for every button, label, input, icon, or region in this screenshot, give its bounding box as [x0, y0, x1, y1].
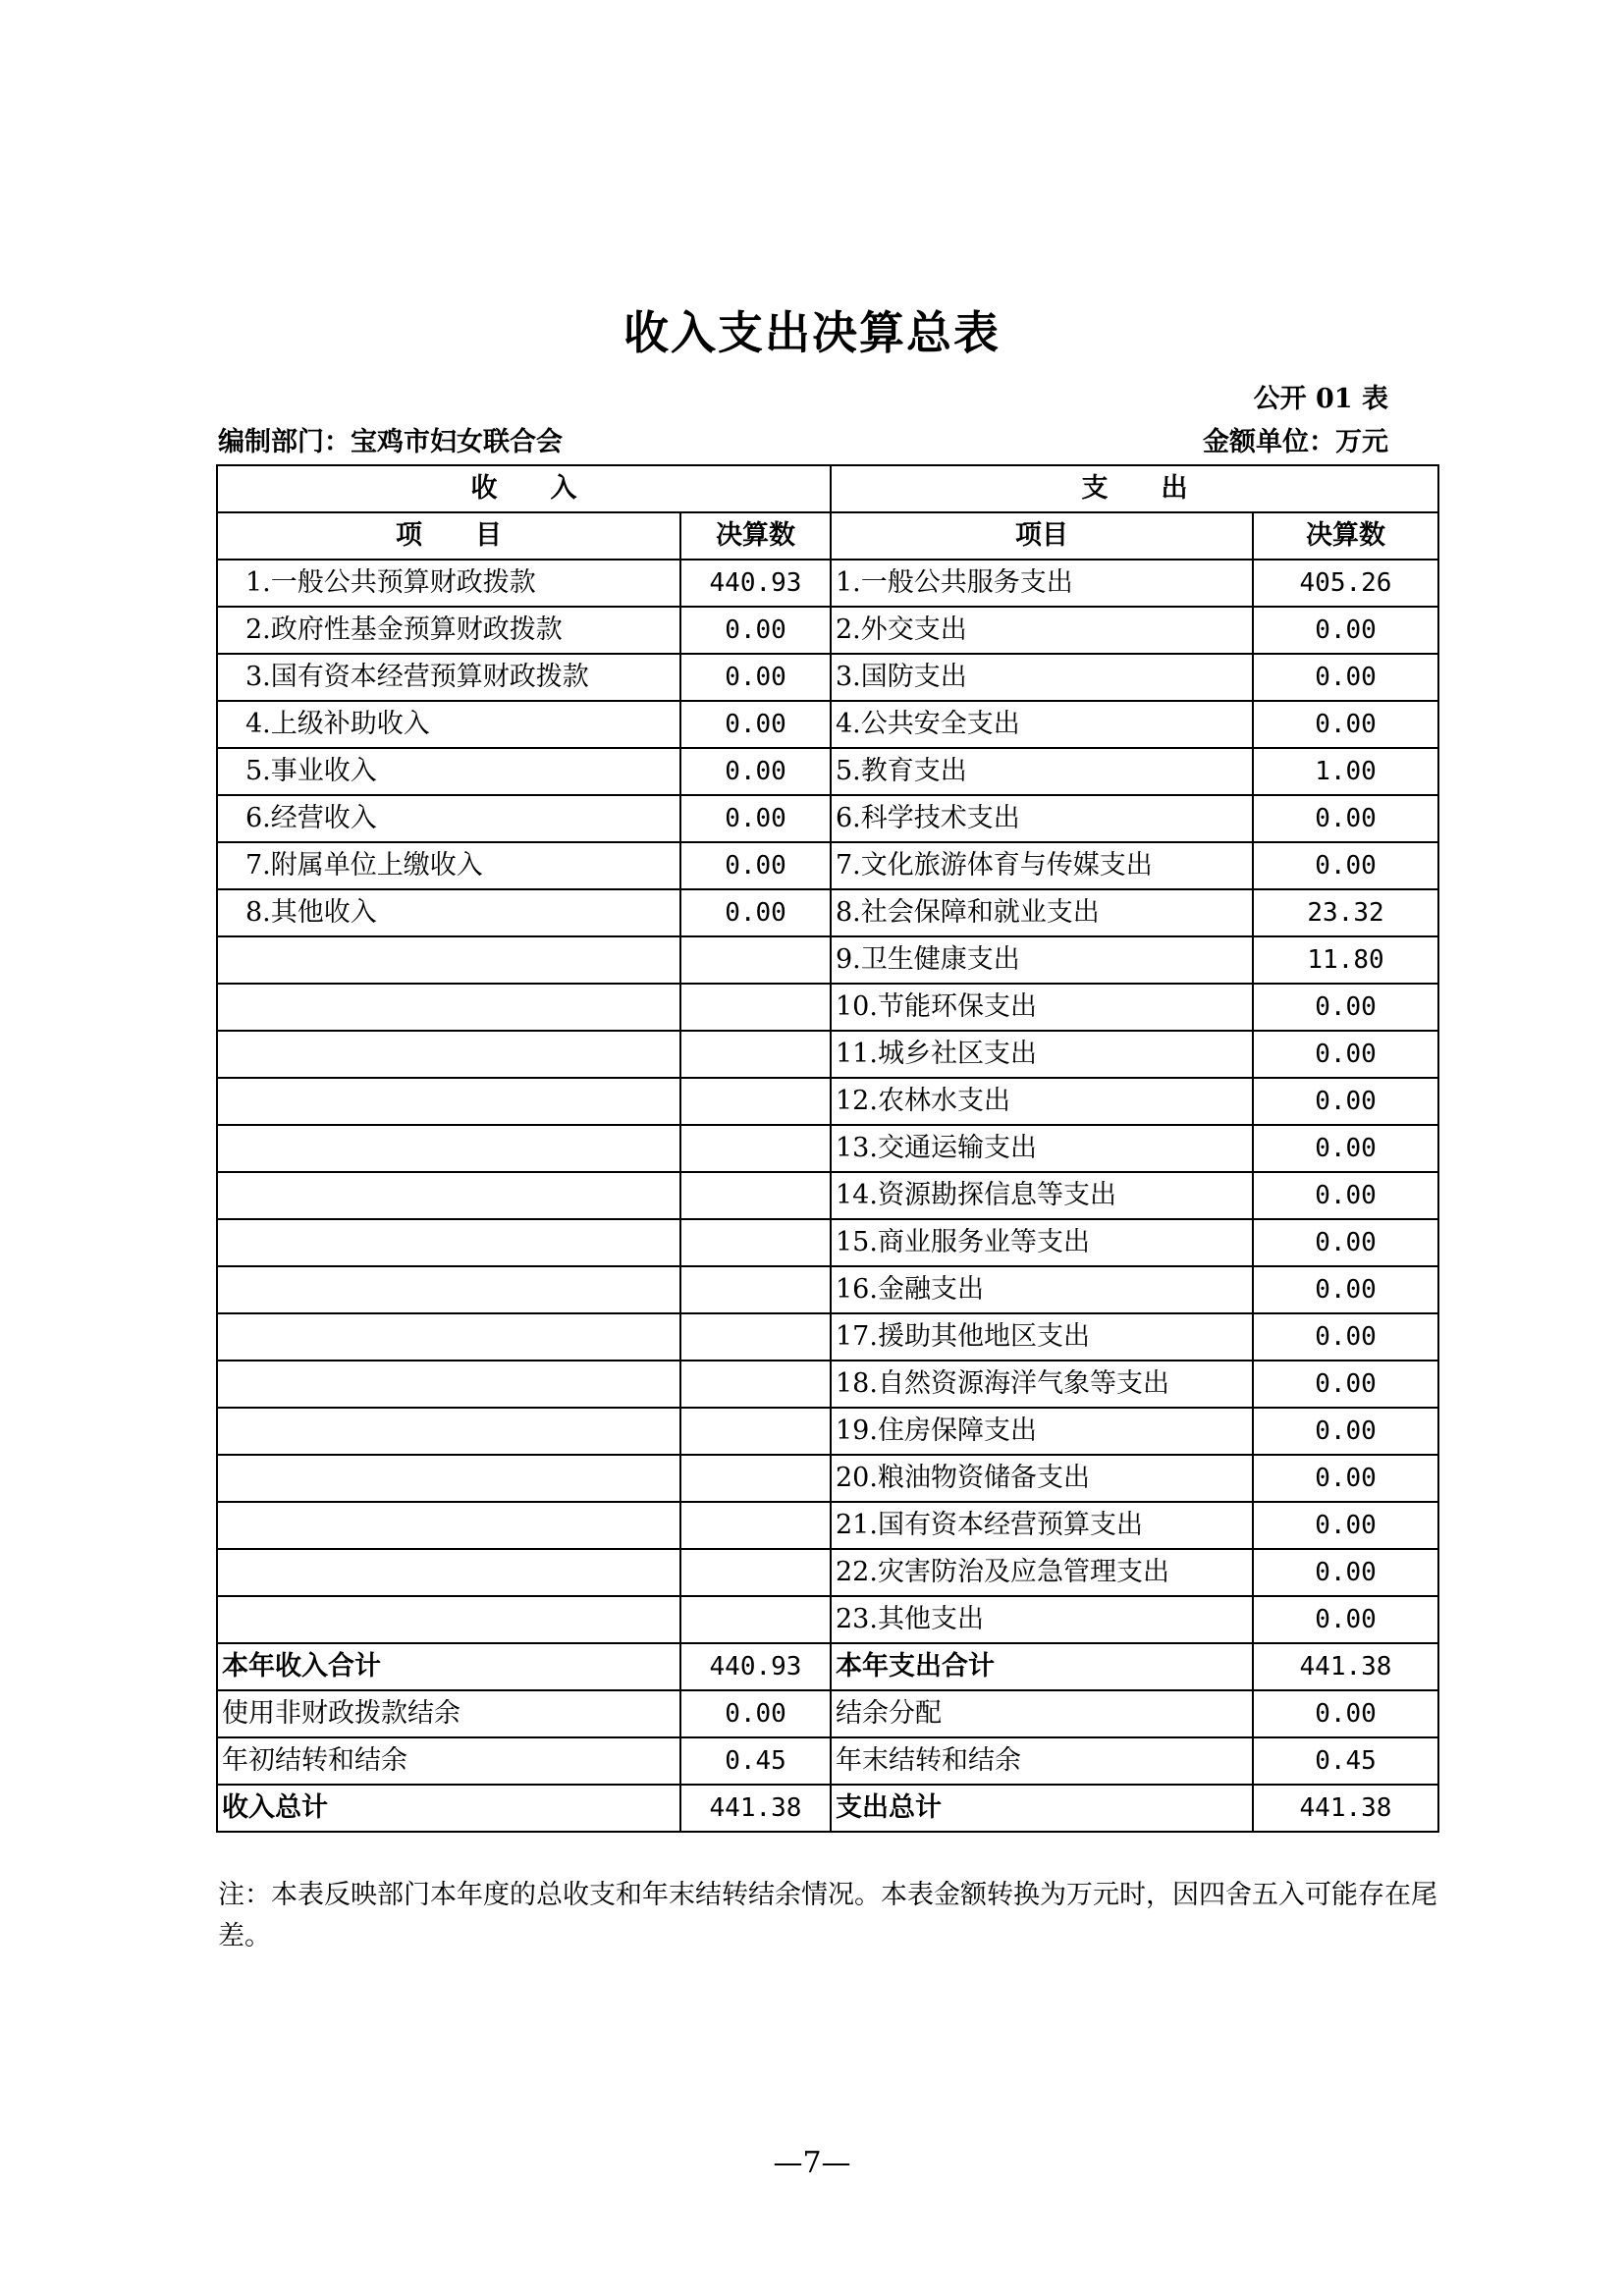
income-amount-cell: 0.00 [680, 701, 831, 748]
total-row [217, 1737, 1438, 1785]
income-item-cell [217, 1455, 680, 1502]
table-row [217, 1549, 1438, 1596]
income-amount-cell [680, 1172, 831, 1219]
table-row [217, 1266, 1438, 1313]
income-amount-cell: 0.00 [680, 607, 831, 654]
income-total-amount: 440.93 [680, 1643, 831, 1690]
table-row [217, 842, 1438, 889]
income-amount-cell: 0.00 [680, 795, 831, 842]
expense-amount-cell: 1.00 [1253, 748, 1438, 795]
compiling-department: 编制部门：宝鸡市妇女联合会 [218, 427, 563, 457]
income-amount-cell [680, 1361, 831, 1408]
expense-amount-cell: 0.00 [1253, 984, 1438, 1031]
income-total-amount: 0.45 [680, 1737, 831, 1785]
income-amount-cell [680, 936, 831, 984]
expense-item-cell: 8.社会保障和就业支出 [831, 889, 1253, 936]
expense-item-cell: 11.城乡社区支出 [831, 1031, 1253, 1078]
income-item-cell: 4.上级补助收入 [217, 701, 680, 748]
income-item-cell [217, 1219, 680, 1266]
income-item-cell [217, 984, 680, 1031]
expense-section-header: 支 出 [831, 465, 1438, 512]
col-header-income-amount: 决算数 [680, 512, 831, 560]
income-item-cell [217, 1408, 680, 1455]
expense-item-cell: 23.其他支出 [831, 1596, 1253, 1643]
table-row [217, 654, 1438, 701]
table-row [217, 1502, 1438, 1549]
expense-item-cell: 6.科学技术支出 [831, 795, 1253, 842]
expense-amount-cell: 0.00 [1253, 842, 1438, 889]
expense-item-cell: 9.卫生健康支出 [831, 936, 1253, 984]
expense-amount-cell: 0.00 [1253, 1172, 1438, 1219]
income-amount-cell: 440.93 [680, 560, 831, 607]
income-amount-cell: 0.00 [680, 842, 831, 889]
expense-amount-cell: 0.00 [1253, 1078, 1438, 1125]
expense-total-label: 结余分配 [831, 1690, 1253, 1737]
expense-item-cell: 12.农林水支出 [831, 1078, 1253, 1125]
expense-item-cell: 7.文化旅游体育与传媒支出 [831, 842, 1253, 889]
income-item-cell [217, 1031, 680, 1078]
expense-amount-cell: 0.00 [1253, 654, 1438, 701]
income-item-cell [217, 1125, 680, 1172]
col-header-expense-amount: 决算数 [1253, 512, 1438, 560]
income-total-label: 本年收入合计 [217, 1643, 680, 1690]
income-item-cell [217, 936, 680, 984]
income-amount-cell [680, 1031, 831, 1078]
income-item-cell: 3.国有资本经营预算财政拨款 [217, 654, 680, 701]
table-row [217, 607, 1438, 654]
table-row [217, 560, 1438, 607]
expense-total-amount: 0.00 [1253, 1690, 1438, 1737]
column-header-row [217, 512, 1438, 560]
table-row [217, 984, 1438, 1031]
income-total-label: 年初结转和结余 [217, 1737, 680, 1785]
income-amount-cell [680, 1549, 831, 1596]
income-total-label: 收入总计 [217, 1785, 680, 1832]
table-row [217, 1596, 1438, 1643]
expense-item-cell: 5.教育支出 [831, 748, 1253, 795]
income-total-amount: 0.00 [680, 1690, 831, 1737]
income-item-cell [217, 1549, 680, 1596]
income-total-amount: 441.38 [680, 1785, 831, 1832]
table-row [217, 1455, 1438, 1502]
income-item-cell: 5.事业收入 [217, 748, 680, 795]
expense-amount-cell: 0.00 [1253, 1361, 1438, 1408]
expense-amount-cell: 0.00 [1253, 1313, 1438, 1361]
expense-total-amount: 0.45 [1253, 1737, 1438, 1785]
income-item-cell [217, 1078, 680, 1125]
expense-amount-cell: 0.00 [1253, 1219, 1438, 1266]
page-number: —7— [773, 2146, 851, 2180]
income-item-cell [217, 1596, 680, 1643]
income-amount-cell [680, 1266, 831, 1313]
table-row [217, 1031, 1438, 1078]
income-amount-cell [680, 1313, 831, 1361]
income-item-cell: 2.政府性基金预算财政拨款 [217, 607, 680, 654]
income-expense-table [216, 464, 1439, 1833]
expense-item-cell: 17.援助其他地区支出 [831, 1313, 1253, 1361]
expense-total-label: 本年支出合计 [831, 1643, 1253, 1690]
income-item-cell: 6.经营收入 [217, 795, 680, 842]
expense-item-cell: 4.公共安全支出 [831, 701, 1253, 748]
income-amount-cell [680, 984, 831, 1031]
expense-item-cell: 1.一般公共服务支出 [831, 560, 1253, 607]
income-total-label: 使用非财政拨款结余 [217, 1690, 680, 1737]
expense-amount-cell: 0.00 [1253, 1266, 1438, 1313]
expense-item-cell: 10.节能环保支出 [831, 984, 1253, 1031]
expense-item-cell: 2.外交支出 [831, 607, 1253, 654]
expense-item-cell: 14.资源勘探信息等支出 [831, 1172, 1253, 1219]
expense-amount-cell: 0.00 [1253, 701, 1438, 748]
expense-amount-cell: 0.00 [1253, 1596, 1438, 1643]
table-row [217, 1125, 1438, 1172]
income-item-cell: 8.其他收入 [217, 889, 680, 936]
income-amount-cell: 0.00 [680, 654, 831, 701]
expense-amount-cell: 405.26 [1253, 560, 1438, 607]
income-amount-cell [680, 1455, 831, 1502]
col-header-expense-item: 项目 [831, 512, 1253, 560]
expense-item-cell: 15.商业服务业等支出 [831, 1219, 1253, 1266]
table-row [217, 1313, 1438, 1361]
expense-amount-cell: 0.00 [1253, 795, 1438, 842]
income-amount-cell: 0.00 [680, 889, 831, 936]
table-row [217, 1172, 1438, 1219]
income-amount-cell: 0.00 [680, 748, 831, 795]
expense-total-amount: 441.38 [1253, 1785, 1438, 1832]
income-amount-cell [680, 1408, 831, 1455]
income-item-cell [217, 1361, 680, 1408]
expense-amount-cell: 0.00 [1253, 1408, 1438, 1455]
amount-unit: 金额单位：万元 [1203, 427, 1388, 457]
footnote: 注：本表反映部门本年度的总收支和年末结转结余情况。本表金额转换为万元时，因四舍五入可能存在尾差。 [218, 1880, 1437, 1951]
expense-total-label: 支出总计 [831, 1785, 1253, 1832]
income-amount-cell [680, 1125, 831, 1172]
income-amount-cell [680, 1219, 831, 1266]
income-item-cell [217, 1172, 680, 1219]
expense-item-cell: 3.国防支出 [831, 654, 1253, 701]
expense-amount-cell: 0.00 [1253, 607, 1438, 654]
page-title: 收入支出决算总表 [623, 306, 1001, 359]
income-section-header: 收 入 [217, 465, 831, 512]
col-header-income-item: 项 目 [217, 512, 680, 560]
expense-total-label: 年末结转和结余 [831, 1737, 1253, 1785]
section-header-row [217, 465, 1438, 512]
income-item-cell [217, 1313, 680, 1361]
income-item-cell: 1.一般公共预算财政拨款 [217, 560, 680, 607]
income-item-cell [217, 1502, 680, 1549]
expense-item-cell: 19.住房保障支出 [831, 1408, 1253, 1455]
income-amount-cell [680, 1502, 831, 1549]
total-row [217, 1643, 1438, 1690]
table-row [217, 701, 1438, 748]
total-row [217, 1690, 1438, 1737]
income-amount-cell [680, 1596, 831, 1643]
table-row [217, 1078, 1438, 1125]
table-row [217, 748, 1438, 795]
table-row [217, 1219, 1438, 1266]
income-item-cell: 7.附属单位上缴收入 [217, 842, 680, 889]
expense-amount-cell: 23.32 [1253, 889, 1438, 936]
income-item-cell [217, 1266, 680, 1313]
table-row [217, 1361, 1438, 1408]
expense-amount-cell: 0.00 [1253, 1502, 1438, 1549]
expense-amount-cell: 0.00 [1253, 1031, 1438, 1078]
expense-item-cell: 16.金融支出 [831, 1266, 1253, 1313]
expense-amount-cell: 11.80 [1253, 936, 1438, 984]
expense-item-cell: 13.交通运输支出 [831, 1125, 1253, 1172]
expense-total-amount: 441.38 [1253, 1643, 1438, 1690]
expense-item-cell: 22.灾害防治及应急管理支出 [831, 1549, 1253, 1596]
expense-item-cell: 20.粮油物资储备支出 [831, 1455, 1253, 1502]
form-number: 公开 01 表 [1253, 384, 1388, 414]
expense-amount-cell: 0.00 [1253, 1549, 1438, 1596]
table-row [217, 1408, 1438, 1455]
table-row [217, 795, 1438, 842]
income-amount-cell [680, 1078, 831, 1125]
total-row [217, 1785, 1438, 1832]
expense-amount-cell: 0.00 [1253, 1455, 1438, 1502]
expense-amount-cell: 0.00 [1253, 1125, 1438, 1172]
table-row [217, 936, 1438, 984]
expense-item-cell: 18.自然资源海洋气象等支出 [831, 1361, 1253, 1408]
expense-item-cell: 21.国有资本经营预算支出 [831, 1502, 1253, 1549]
table-row [217, 889, 1438, 936]
